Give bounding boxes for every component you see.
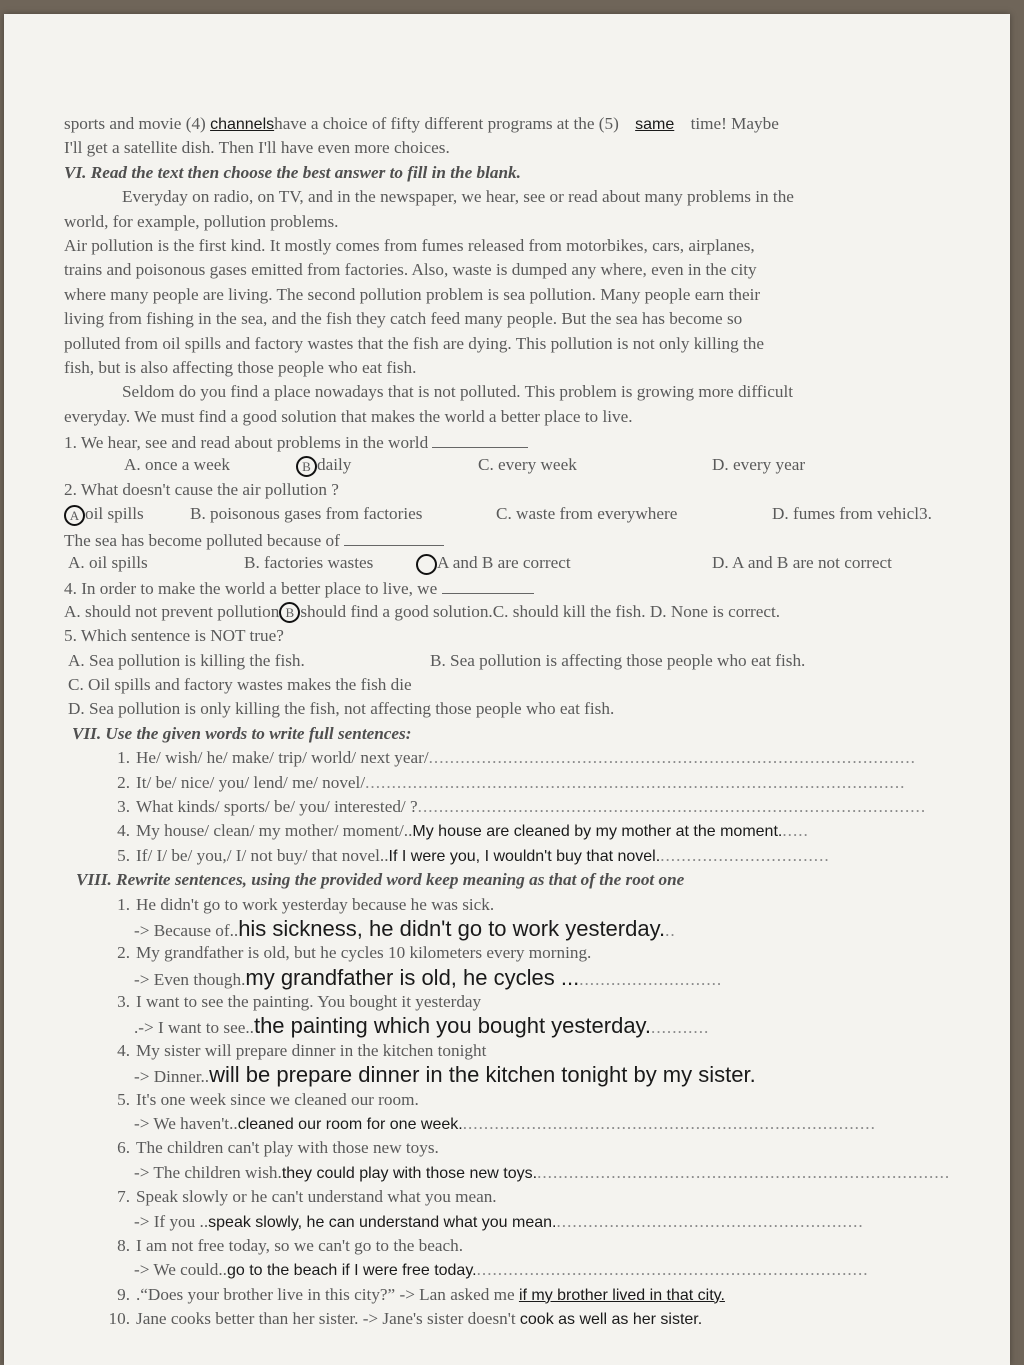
item-number: 5. — [117, 1089, 130, 1109]
option-b — [296, 453, 351, 477]
intro-text: time! Maybe — [686, 114, 779, 133]
rewrite-item-6-answer — [64, 1161, 974, 1185]
rewrite-item-1-answer — [64, 917, 974, 941]
item-lead: -> The children wish. — [134, 1162, 282, 1182]
rewrite-item-3-original — [64, 990, 974, 1014]
item-number: 6. — [117, 1138, 130, 1158]
item-prompt: It/ be/ nice/ you/ lend/ me/ novel/ — [136, 772, 366, 792]
rewrite-item-7-original — [64, 1185, 974, 1209]
option-a: A. Sea pollution is killing the fish. — [68, 650, 305, 670]
item-lead: .-> I want to see.. — [134, 1018, 254, 1038]
section-6-heading: VI. Read the text then choose the best answer to fill in the blank. — [64, 162, 521, 182]
item-number: 3. — [117, 992, 130, 1012]
question-1-stem — [64, 429, 974, 453]
sentence-item-5 — [64, 844, 974, 868]
sentence-item-4 — [64, 819, 974, 843]
option-d: D. fumes from vehicl3. — [772, 504, 932, 524]
question-2-stem: 2. What doesn't cause the air pollution ? — [64, 479, 339, 499]
passage-line: where many people are living. The second pollution problem is sea pollution. Many people earn their — [64, 284, 761, 304]
question-5-stem: 5. Which sentence is NOT true? — [64, 626, 284, 646]
section-8-heading: VIII. Rewrite sentences, using the provided word keep meaning as that of the root one — [76, 870, 685, 890]
item-original: My grandfather is old, but he cycles 10 kilometers every morning. — [136, 943, 592, 963]
item-dots: ........................... — [579, 969, 723, 989]
rewrite-item-5-answer — [64, 1112, 974, 1136]
intro-line-2: I'll get a satellite dish. Then I'll have even more choices. — [64, 138, 450, 158]
option-d: D. A and B are not correct — [712, 553, 892, 573]
question-text: 1. We hear, see and read about problems in the world — [64, 433, 429, 453]
passage-line: Everyday on radio, on TV, and in the newspaper, we hear, see or read about many problems in the — [122, 187, 794, 207]
item-number: 4. — [117, 1040, 130, 1060]
item-prompt: What kinds/ sports/ be/ you/ interested/ ? — [136, 796, 418, 816]
item-prompt: He/ wish/ he/ make/ trip/ world/ next year/ — [136, 748, 429, 768]
item-answer: If I were you, I wouldn't buy that novel. — [388, 847, 661, 865]
item-original: Speak slowly or he can't understand what you mean. — [136, 1187, 497, 1207]
sentence-item-2 — [64, 771, 974, 795]
passage-line: everyday. We must find a good solution that makes the world a better place to live. — [64, 406, 633, 426]
item-number: 1. — [117, 894, 130, 914]
item-answer: his sickness, he didn't go to work yesterday. — [238, 915, 666, 941]
question-text: 4. In order to make the world a better place to live, we — [64, 579, 438, 599]
rewrite-item-6-original — [64, 1136, 974, 1160]
section-7-heading: VII. Use the given words to write full sentences: — [72, 723, 412, 743]
passage-line: living from fishing in the sea, and the fish they catch feed many people. But the sea has become so — [64, 309, 743, 329]
option-c — [416, 551, 571, 575]
selected-answer-circle — [416, 554, 437, 575]
rewrite-item-10 — [64, 1307, 974, 1331]
option-text: daily — [317, 455, 352, 475]
item-number: 4. — [117, 821, 130, 841]
option-b — [279, 602, 492, 621]
item-lead: -> We haven't.. — [134, 1114, 238, 1134]
item-original: I am not free today, so we can't go to the beach. — [136, 1235, 463, 1255]
passage-line: polluted from oil spills and factory wastes that the fish are dying. This pollution is not only killing the — [64, 333, 764, 353]
option-d: D. None is correct. — [649, 601, 781, 621]
item-number: 10. — [108, 1309, 130, 1329]
selected-answer-circle: B — [279, 602, 300, 623]
rewrite-item-2-answer — [64, 966, 974, 990]
rewrite-item-9 — [64, 1283, 974, 1307]
intro-line-1 — [64, 112, 974, 136]
option-b: B. factories wastes — [244, 553, 374, 573]
question-5-options-ab — [64, 649, 974, 673]
item-number: 8. — [117, 1235, 130, 1255]
item-lead: -> We could.. — [134, 1260, 227, 1280]
rewrite-item-1-original — [64, 893, 974, 917]
item-answer: My house are cleaned by my mother at the moment. — [412, 823, 783, 841]
item-original: I want to see the painting. You bought it yesterday — [136, 992, 482, 1012]
item-dots: ................................................................................................ — [417, 796, 927, 816]
option-d: D. Sea pollution is only killing the fish, not affecting those people who eat fish. — [68, 699, 615, 719]
item-dots: ..... — [782, 821, 809, 841]
item-answer: my grandfather is old, he cycles ... — [245, 964, 580, 990]
option-text: should find a good solution. — [300, 601, 493, 621]
question-4-options — [64, 600, 974, 624]
item-answer: will be prepare dinner in the kitchen tonight by my sister. — [209, 1062, 756, 1088]
selected-answer-circle: B — [296, 456, 317, 477]
intro-text: sports and movie (4) — [64, 114, 211, 133]
selected-answer-circle: A — [64, 505, 85, 526]
question-4-stem — [64, 575, 974, 599]
item-number: 5. — [117, 845, 130, 865]
item-answer: the painting which you bought yesterday. — [253, 1013, 652, 1039]
rewrite-item-4-answer — [64, 1063, 974, 1087]
rewrite-item-8-answer — [64, 1258, 974, 1282]
option-d: D. every year — [712, 455, 806, 475]
option-c: C. waste from everywhere — [496, 504, 678, 524]
option-a: A. oil spills — [68, 553, 148, 573]
item-original: Jane cooks better than her sister. -> Jane's sister doesn't — [136, 1309, 520, 1329]
question-3-stem — [64, 527, 974, 551]
question-2-options — [64, 502, 974, 526]
answer-blank — [442, 575, 534, 594]
item-answer: speak slowly, he can understand what you mean. — [208, 1213, 557, 1231]
item-original: He didn't go to work yesterday because he was sick. — [136, 894, 495, 914]
rewrite-item-2-original — [64, 941, 974, 965]
item-lead: -> If you .. — [134, 1211, 209, 1231]
passage-line: Seldom do you find a place nowadays that is not polluted. This problem is growing more difficult — [122, 382, 794, 402]
answer-blank — [344, 527, 444, 546]
option-c: C. Oil spills and factory wastes makes the fish die — [68, 674, 412, 694]
item-dots: .............................................................................. — [537, 1162, 951, 1182]
sentence-item-3 — [64, 795, 974, 819]
answer-5: same — [635, 116, 675, 133]
item-prompt: If/ I/ be/ you,/ I/ not buy/ that novel.. — [136, 845, 389, 865]
worksheet-paper — [4, 14, 1010, 1365]
option-a: A. once a week — [124, 455, 230, 475]
rewrite-item-4-original — [64, 1039, 974, 1063]
item-answer: they could play with those new toys. — [281, 1164, 538, 1182]
item-answer: go to the beach if I were free today. — [226, 1262, 477, 1280]
item-answer: cleaned our room for one week. — [237, 1116, 463, 1134]
item-number: 9. — [117, 1284, 130, 1304]
passage-line: fish, but is also affecting those people who eat fish. — [64, 357, 417, 377]
item-dots: .......................................................... — [556, 1211, 864, 1231]
item-dots: ................................ — [660, 845, 830, 865]
item-answer: cook as well as her sister. — [519, 1311, 703, 1329]
sentence-item-1 — [64, 746, 974, 770]
answer-4: channels — [210, 116, 275, 133]
option-text: A and B are correct — [437, 553, 571, 573]
item-dots: .. — [665, 920, 676, 940]
option-b: B. poisonous gases from factories — [190, 504, 423, 524]
option-c: C. should kill the fish. — [492, 601, 646, 621]
option-c: C. every week — [478, 455, 577, 475]
item-lead: -> Even though. — [134, 969, 246, 989]
question-text: The sea has become polluted because of — [64, 530, 340, 550]
option-a: A. should not prevent pollution — [64, 601, 280, 621]
option-text: oil spills — [85, 504, 144, 524]
item-original: It's one week since we cleaned our room. — [136, 1089, 419, 1109]
question-1-options — [64, 453, 974, 477]
item-number: 7. — [117, 1187, 130, 1207]
item-original: My sister will prepare dinner in the kitchen tonight — [136, 1040, 487, 1060]
passage-line: world, for example, pollution problems. — [64, 211, 339, 231]
worksheet-content — [64, 112, 974, 1332]
rewrite-item-3-answer — [64, 1014, 974, 1038]
item-number: 2. — [117, 943, 130, 963]
item-prompt: My house/ clean/ my mother/ moment/.. — [136, 821, 413, 841]
item-number: 3. — [117, 796, 130, 816]
item-lead: -> Dinner.. — [134, 1067, 210, 1087]
passage-line: trains and poisonous gases emitted from factories. Also, waste is dumped any where, even in the city — [64, 260, 757, 280]
item-original: .“Does your brother live in this city?” -> Lan asked me — [136, 1284, 519, 1304]
passage-line: Air pollution is the first kind. It mostly comes from fumes released from motorbikes, cars, airplanes, — [64, 235, 755, 255]
question-3-options — [64, 551, 974, 575]
option-a — [64, 502, 144, 526]
item-original: The children can't play with those new toys. — [136, 1138, 439, 1158]
option-b: B. Sea pollution is affecting those people who eat fish. — [430, 650, 806, 670]
item-dots: ...................................................................................................... — [365, 772, 906, 792]
item-answer: if my brother lived in that city. — [518, 1286, 725, 1304]
intro-text: have a choice of fifty different programs at the (5) — [274, 114, 624, 133]
item-lead: -> Because of.. — [134, 920, 239, 940]
answer-blank — [432, 429, 528, 448]
rewrite-item-8-original — [64, 1234, 974, 1258]
item-dots: .............................................................................. — [462, 1114, 876, 1134]
rewrite-item-7-answer — [64, 1210, 974, 1234]
item-dots: .......................................................................... — [476, 1260, 869, 1280]
item-dots: ............................................................................................ — [428, 748, 916, 768]
item-number: 1. — [117, 748, 130, 768]
item-number: 2. — [117, 772, 130, 792]
rewrite-item-5-original — [64, 1088, 974, 1112]
item-dots: ........... — [651, 1018, 710, 1038]
